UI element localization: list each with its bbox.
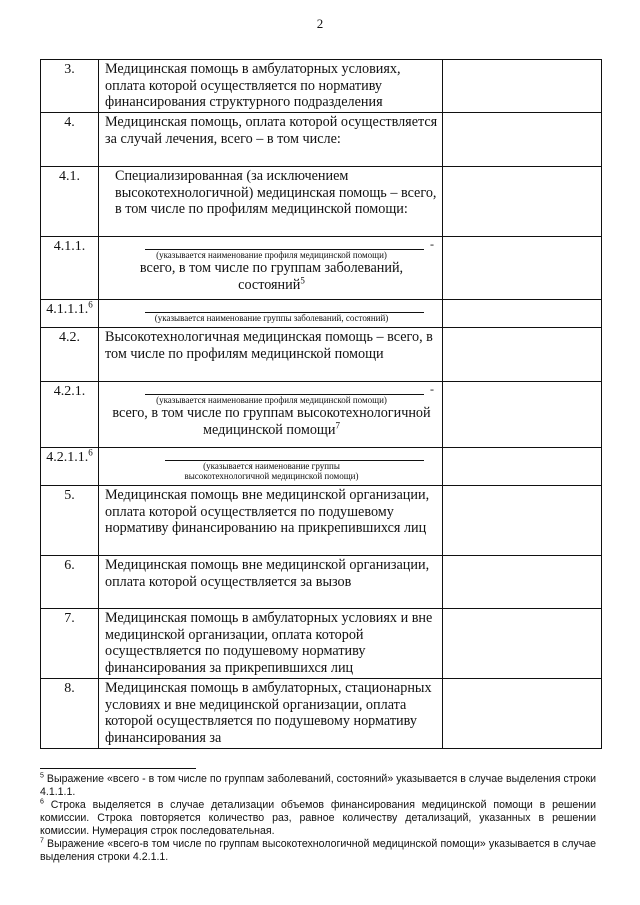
footnote-ref: 6	[88, 447, 93, 458]
row-number-text: 4.1.1.1.	[46, 302, 89, 317]
table-row	[41, 113, 602, 167]
row-description: Медицинская помощь вне медицинской организации, оплата которой осуществляется за вызов	[99, 556, 443, 609]
footnotes	[40, 773, 596, 864]
row-text	[105, 260, 438, 293]
row-number: 4.1.	[41, 167, 99, 237]
row-number: 4.2.1.	[41, 382, 99, 448]
row-description	[99, 382, 443, 448]
table-row	[41, 679, 602, 749]
row-description	[99, 300, 443, 328]
financing-table	[40, 59, 602, 749]
fill-in-line	[105, 449, 438, 461]
table-row	[41, 167, 602, 237]
row-number: 8.	[41, 679, 99, 749]
footnote-ref: 6	[88, 299, 93, 310]
row-description: Специализированная (за исключением высокотехнологичной) медицинская помощь – всего, в том числе по профилям медицинской помощи:	[99, 167, 443, 237]
table-row	[41, 237, 602, 300]
field-hint: (указывается наименование профиля медицинской помощи)	[156, 250, 387, 260]
row-description	[99, 448, 443, 486]
value-cell	[443, 448, 602, 486]
footnote-mark: 6	[40, 798, 44, 806]
row-number: 4.2.	[41, 328, 99, 382]
footnote-separator	[40, 768, 196, 769]
fill-in-line	[105, 238, 438, 250]
page-number: 2	[316, 16, 324, 31]
value-cell	[443, 328, 602, 382]
footnote-text: Строка выделяется в случае детализации объемов финансирования медицинской помощи в решении комиссии. Строка повторяется количество раз, равное количеству детализаций, указанных в решении комиссии. Нумерация строк последовательная.	[40, 799, 596, 837]
row-number: 4.	[41, 113, 99, 167]
field-hint: (указывается наименование группы высокотехнологичной медицинской помощи)	[184, 461, 359, 481]
fill-in-line	[105, 383, 438, 395]
field-hint: (указывается наименование профиля медицинской помощи)	[156, 395, 387, 405]
table-row	[41, 300, 602, 328]
value-cell	[443, 679, 602, 749]
row-number: 7.	[41, 609, 99, 679]
row-description: Высокотехнологичная медицинская помощь – всего, в том числе по профилям медицинской помощи	[99, 328, 443, 382]
footnote	[40, 773, 596, 799]
footnote	[40, 799, 596, 838]
footnote-mark: 7	[40, 837, 44, 845]
footnote-text: Выражение «всего-в том числе по группам высокотехнологичной медицинской помощи» указывается в случае выделения строки 4.2.1.1.	[40, 838, 596, 863]
value-cell	[443, 60, 602, 113]
value-cell	[443, 382, 602, 448]
field-hint: (указывается наименование группы заболеваний, состояний)	[154, 313, 389, 323]
value-cell	[443, 300, 602, 328]
row-number	[41, 448, 99, 486]
value-cell	[443, 113, 602, 167]
row-description: Медицинская помощь, оплата которой осуществляется за случай лечения, всего – в том числе:	[99, 113, 443, 167]
row-description	[99, 237, 443, 300]
row-number: 6.	[41, 556, 99, 609]
value-cell	[443, 486, 602, 556]
row-number-text: 4.2.1.1.	[46, 450, 89, 465]
table-row	[41, 609, 602, 679]
table-row	[41, 448, 602, 486]
footnote-ref: 5	[300, 274, 305, 285]
footnote-ref: 7	[335, 419, 340, 430]
dash-mark: -	[430, 382, 434, 396]
dash-mark: -	[430, 237, 434, 251]
row-number	[41, 300, 99, 328]
row-number: 4.1.1.	[41, 237, 99, 300]
row-description: Медицинская помощь в амбулаторных условиях и вне медицинской организации, оплата которой осуществляется по подушевому нормативу финансирования за прикрепившихся лиц	[99, 609, 443, 679]
table-row	[41, 328, 602, 382]
row-text-content: всего, в том числе по группам заболеваний, состояний	[139, 260, 404, 293]
table-row	[41, 382, 602, 448]
row-number: 5.	[41, 486, 99, 556]
value-cell	[443, 556, 602, 609]
row-description: Медицинская помощь в амбулаторных условиях, оплата которой осуществляется по нормативу финансирования структурного подразделения	[99, 60, 443, 113]
table-row	[41, 556, 602, 609]
footnote	[40, 838, 596, 864]
table-row	[41, 486, 602, 556]
value-cell	[443, 167, 602, 237]
value-cell	[443, 609, 602, 679]
row-description: Медицинская помощь вне медицинской организации, оплата которой осуществляется по подушевому нормативу финансированию на прикрепившихся лиц	[99, 486, 443, 556]
row-text-content: всего, в том числе по группам высокотехнологичной медицинской помощи	[112, 405, 431, 438]
table-row	[41, 60, 602, 113]
footnote-mark: 5	[40, 772, 44, 780]
fill-in-line	[105, 301, 438, 313]
row-description: Медицинская помощь в амбулаторных, стационарных условиях и вне медицинской организации, оплата которой осуществляется по подушевому нормативу финансирования за	[99, 679, 443, 749]
footnote-text: Выражение «всего - в том числе по группам заболеваний, состояний» указывается в случае выделения строки 4.1.1.1.	[40, 773, 597, 798]
value-cell	[443, 237, 602, 300]
row-number: 3.	[41, 60, 99, 113]
row-text	[105, 405, 438, 438]
